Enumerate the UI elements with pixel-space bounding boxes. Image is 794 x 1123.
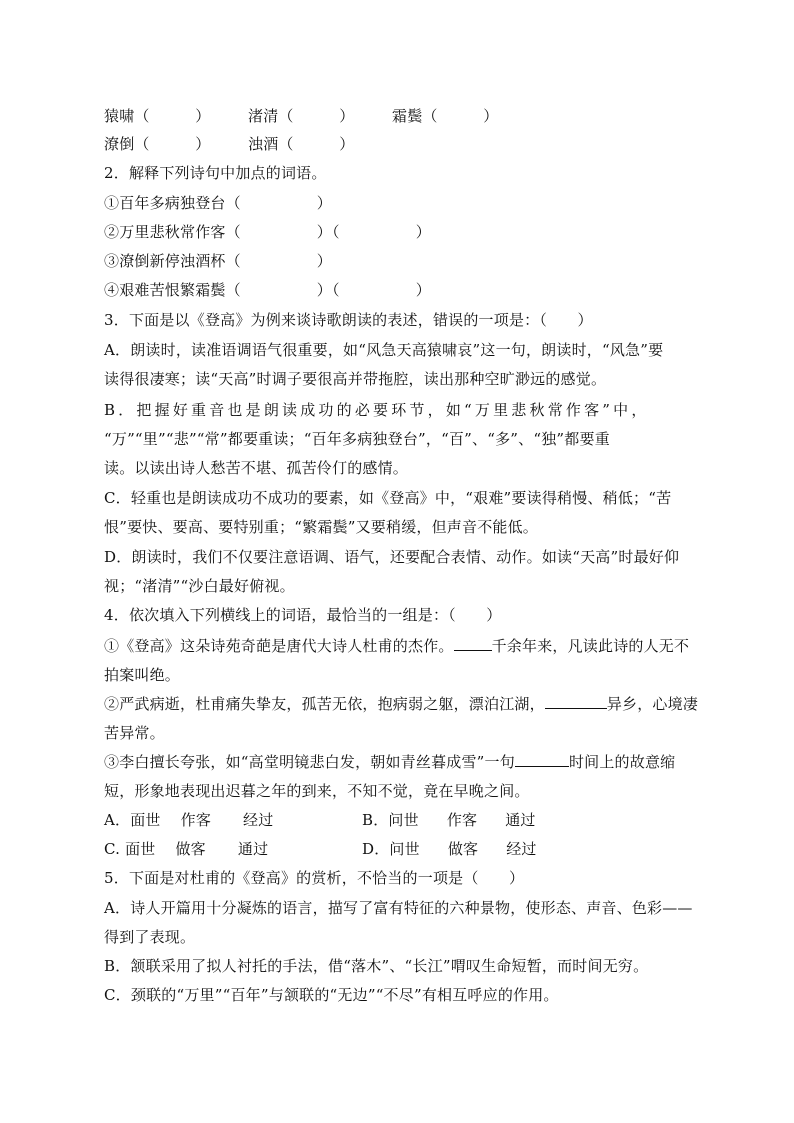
q3-option-a: A．朗读时，读准语调语气很重要，如“风急天高猿啸哀”这一句，朗读时，“风急”要 [104, 341, 664, 359]
q3-option-b-cont: 读。以读出诗人愁苦不堪、孤苦伶仃的感情。 [104, 459, 409, 477]
pinyin-item: 猿啸（ ） [104, 107, 211, 125]
question-2-stem: 2．解释下列诗句中加点的词语。 [104, 164, 327, 182]
fill-blank[interactable] [454, 636, 492, 651]
fill-blank[interactable] [515, 752, 569, 767]
q5-option-a-cont: 得到了表现。 [104, 928, 196, 946]
q5-option-a: A．诗人开篇用十分凝炼的语言，描写了富有特征的六种景物，使形态、声音、色彩—— [104, 899, 693, 917]
fill-blank[interactable] [545, 694, 607, 709]
q2-item: ③潦倒新停浊酒杯（ ） [104, 252, 333, 270]
q4-sentence-2: ②严武病逝，杜甫痛失挚友，孤苦无依，抱病弱之躯，漂泊江湖， 异乡，心境凄 [104, 695, 699, 713]
q4-sentence-1: ①《登高》这朵诗苑奇葩是唐代大诗人杜甫的杰作。 千余年来，凡读此诗的人无不 [104, 637, 690, 655]
q3-option-b-cont: “万”“里”“悲”“常”都要重读；“百年多病独登台”，“百”、“多”、“独”都要重 [104, 430, 610, 448]
pinyin-item: 潦倒（ ） [104, 135, 211, 153]
q3-option-d: D．朗读时，我们不仅要注意语调、语气，还要配合表情、动作。如读“天高”时最好仰 [104, 548, 680, 566]
pinyin-item: 渚清（ ） [248, 107, 355, 125]
q4-option-c: C. 面世 做客 通过 [104, 840, 269, 858]
q3-option-c: C．轻重也是朗读成功不成功的要素，如《登高》中，“艰难”要读得稍慢、稍低；“苦 [104, 489, 672, 507]
q5-option-b: B．颔联采用了拟人衬托的手法，借“落木”、“长江”喟叹生命短暂，而时间无穷。 [104, 957, 649, 975]
q4-option-b: B．问世 作客 通过 [362, 811, 536, 829]
q4-option-a: A．面世 作客 经过 [104, 811, 274, 829]
pinyin-item: 霜鬓（ ） [392, 107, 499, 125]
q3-option-d-cont: 视；“渚清”“沙白最好俯视。 [104, 577, 295, 595]
q2-item: ②万里悲秋常作客（ ）（ ） [104, 223, 431, 241]
q2-item: ④艰难苦恨繁霜鬓（ ）（ ） [104, 281, 431, 299]
question-3-stem: 3．下面是以《登高》为例来谈诗歌朗读的表述，错误的一项是：（ ） [104, 311, 593, 329]
q4-sentence-2-cont: 苦异常。 [104, 724, 165, 742]
q2-item: ①百年多病独登台（ ） [104, 194, 333, 212]
q4-option-d: D．问世 做客 经过 [362, 840, 537, 858]
question-5-stem: 5．下面是对杜甫的《登高》的赏析，不恰当的一项是（ ） [104, 869, 525, 887]
q4-sentence-1-cont: 拍案叫绝。 [104, 666, 181, 684]
q3-option-a-cont: 读得很凄寒；读“天高”时调子要很高并带拖腔，读出那种空旷渺远的感觉。 [104, 370, 607, 388]
q4-sentence-3-cont: 短，形象地表现出迟暮之年的到来，不知不觉，竟在早晚之间。 [104, 782, 530, 800]
q3-option-c-cont: 恨”要快、要高、要特别重；“繁霜鬓”又要稍缓，但声音不能低。 [104, 518, 539, 536]
q3-option-b: B．把握好重音也是朗读成功的必要环节，如“万里悲秋常作客”中， [104, 401, 650, 419]
q5-option-c: C．颈联的“万里”“百年”与颔联的“无边”“不尽”有相互呼应的作用。 [104, 986, 559, 1004]
pinyin-item: 浊酒（ ） [248, 135, 355, 153]
q4-sentence-3: ③李白擅长夸张，如“高堂明镜悲白发，朝如青丝暮成雪”一句 时间上的故意缩 [104, 753, 676, 771]
question-4-stem: 4．依次填入下列横线上的词语，最恰当的一组是：（ ） [104, 606, 502, 624]
